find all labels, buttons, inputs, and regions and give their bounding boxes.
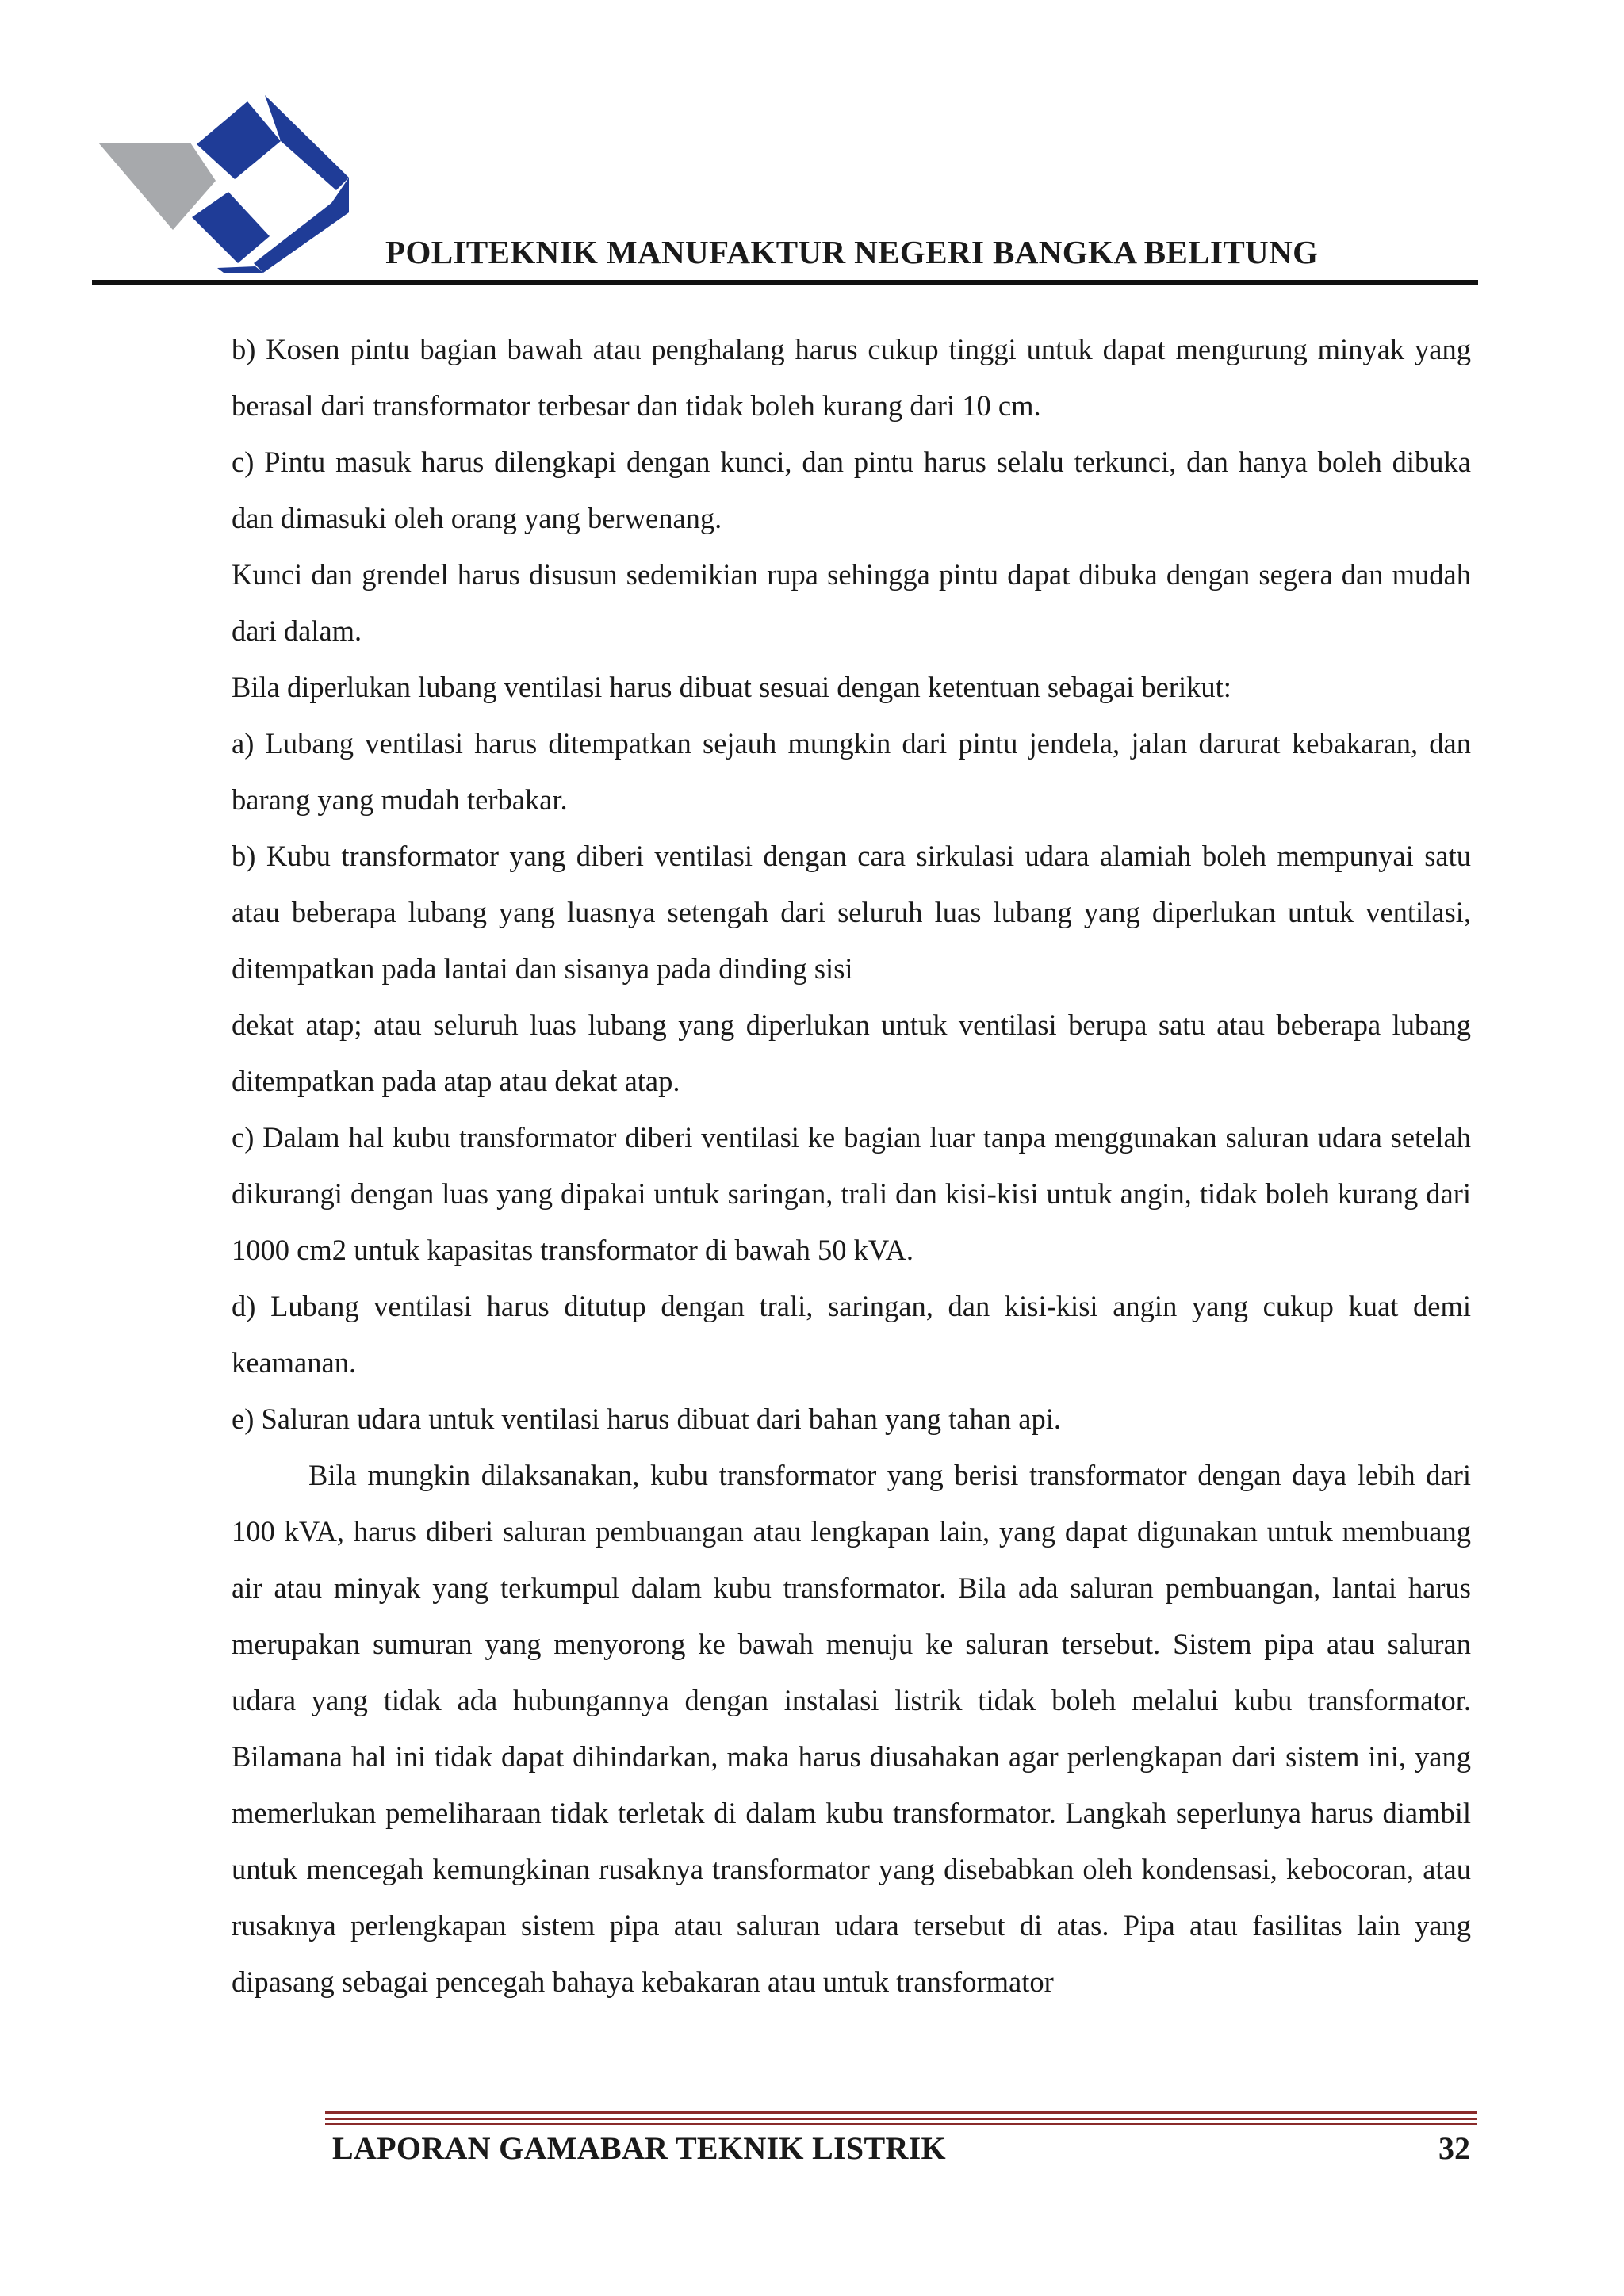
paragraph: b) Kubu transformator yang diberi ventilasi dengan cara sirkulasi udara alamiah boleh mempunyai satu atau beberapa lubang yang luasnya setengah dari seluruh luas lubang yang diperlukan untuk ventilasi, ditempatkan pada lantai dan sisanya pada dinding sisi [232, 840, 1471, 985]
institution-name: POLITEKNIK MANUFAKTUR NEGERI BANGKA BELITUNG [385, 234, 1319, 270]
paragraph: Bila mungkin dilaksanakan, kubu transformator yang berisi transformator dengan daya lebih dari 100 kVA, harus diberi saluran pembuangan atau lengkapan lain, yang dapat digunakan untuk membuang air atau minyak yang terkumpul dalam kubu transformator. Bila ada saluran pembuangan, lantai harus merupakan sumuran yang menyorong ke bawah menuju ke saluran tersebut. Sistem pipa atau saluran udara yang tidak ada hubungannya dengan instalasi listrik tidak boleh melalui kubu transformator. Bilamana hal ini tidak dapat dihindarkan, maka harus diusahakan agar perlengkapan dari sistem ini, yang memerlukan pemeliharaan tidak terletak di dalam kubu transformator. Langkah seperlunya harus diambil untuk mencegah kemungkinan rusaknya transformator yang disebabkan oleh kondensasi, kebocoran, atau rusaknya perlengkapan sistem pipa atau saluran udara tersebut di atas. Pipa atau fasilitas lain yang dipasang sebagai pencegah bahaya kebakaran atau untuk transformator [232, 1459, 1471, 1998]
paragraph: Kunci dan grendel harus disusun sedemikian rupa sehingga pintu dapat dibuka dengan segera dan mudah dari dalam. [232, 558, 1471, 647]
paragraph: b) Kosen pintu bagian bawah atau penghalang harus cukup tinggi untuk dapat mengurung minyak yang berasal dari transformator terbesar dan tidak boleh kurang dari 10 cm. [232, 333, 1471, 422]
polman-logo-icon [98, 94, 352, 273]
footer-divider [325, 2118, 1477, 2120]
footer-divider [325, 2123, 1477, 2125]
footer-title: LAPORAN GAMABAR TEKNIK LISTRIK [332, 2130, 946, 2166]
body-text [232, 321, 1471, 2010]
paragraph: a) Lubang ventilasi harus ditempatkan sejauh mungkin dari pintu jendela, jalan darurat kebakaran, dan barang yang mudah terbakar. [232, 727, 1471, 816]
paragraph: dekat atap; atau seluruh luas lubang yang diperlukan untuk ventilasi berupa satu atau beberapa lubang ditempatkan pada atap atau dekat atap. [232, 1008, 1471, 1097]
page-number: 32 [1438, 2130, 1470, 2166]
paragraph: c) Pintu masuk harus dilengkapi dengan kunci, dan pintu harus selalu terkunci, dan hanya boleh dibuka dan dimasuki oleh orang yang berwenang. [232, 446, 1471, 534]
footer-divider [325, 2111, 1477, 2114]
paragraph: c) Dalam hal kubu transformator diberi ventilasi ke bagian luar tanpa menggunakan saluran udara setelah dikurangi dengan luas yang dipakai untuk saringan, trali dan kisi-kisi untuk angin, tidak boleh kurang dari 1000 cm2 untuk kapasitas transformator di bawah 50 kVA. [232, 1121, 1471, 1266]
paragraph: e) Saluran udara untuk ventilasi harus dibuat dari bahan yang tahan api. [232, 1402, 1061, 1435]
paragraph: d) Lubang ventilasi harus ditutup dengan trali, saringan, dan kisi-kisi angin yang cukup kuat demi keamanan. [232, 1290, 1471, 1379]
paragraph: Bila diperlukan lubang ventilasi harus dibuat sesuai dengan ketentuan sebagai berikut: [232, 671, 1231, 703]
header-divider [92, 280, 1478, 285]
